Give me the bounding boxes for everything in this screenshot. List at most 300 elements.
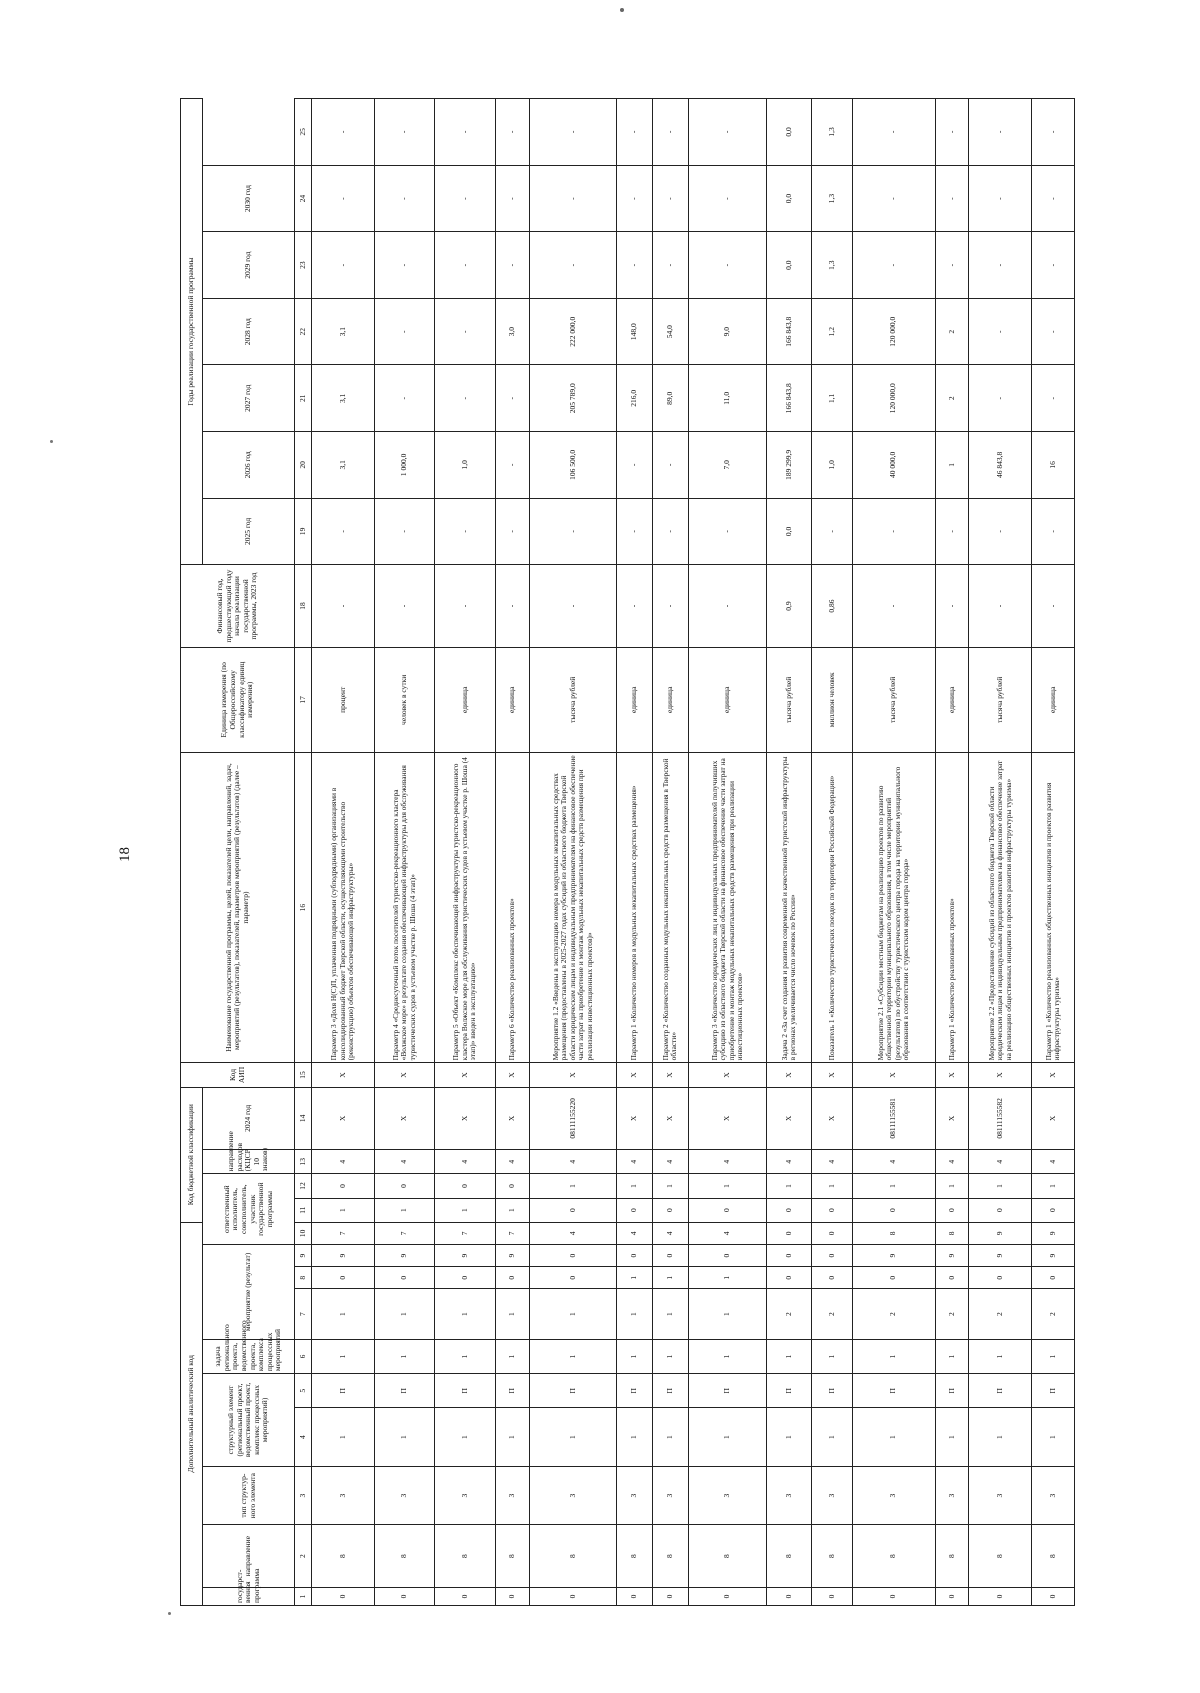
year-value-cell: 120 000,0 [852, 298, 935, 365]
year-value-cell: - [495, 99, 529, 166]
code-cell: 1 [529, 1339, 617, 1373]
code-cell: 1 [529, 1408, 617, 1466]
header-name: Наименование государственной программы, целей, показателей цели, направлений, задач, мероприятий (результатов), показателей, параметров мероприятий (результатов) (далее – параметр) [181, 752, 295, 1063]
code-cell: 0 [812, 1245, 852, 1267]
code-cell: X [374, 1087, 435, 1150]
code-cell: 3 [1032, 1466, 1075, 1524]
header-additional-code: Дополнительный аналитический код [181, 1222, 203, 1605]
code-cell: 0 [529, 1267, 617, 1289]
code-cell: 4 [767, 1150, 812, 1174]
header-element-type: тип структур-ного элемента [203, 1466, 295, 1524]
code-cell: 1 [767, 1339, 812, 1373]
code-cell: 4 [312, 1150, 375, 1174]
year-value-cell: - [852, 498, 935, 565]
header-year-2029: 2029 год [203, 232, 295, 299]
year-value-cell: 166 843,8 [767, 365, 812, 432]
year-value-cell: 120 000,0 [852, 365, 935, 432]
code-cell: 9 [935, 1245, 969, 1267]
code-cell: 8 [935, 1525, 969, 1588]
code-cell: 1 [312, 1408, 375, 1466]
code-cell: П [529, 1374, 617, 1408]
year-value-cell: 54,0 [653, 298, 689, 365]
code-cell: X [653, 1063, 689, 1087]
base-year-cell: - [852, 565, 935, 648]
unit-cell: процент [312, 647, 375, 752]
code-cell: 3 [653, 1466, 689, 1524]
code-cell: 0 [969, 1198, 1032, 1222]
year-value-cell: - [312, 99, 375, 166]
code-cell: 1 [1032, 1174, 1075, 1198]
year-value-cell: - [688, 165, 767, 232]
table-row [812, 99, 852, 1606]
header-unit: Единица измерения (по Общероссийскому классификатору единиц измерения) [181, 647, 295, 752]
code-cell: 3 [935, 1466, 969, 1524]
code-cell: 0 [495, 1174, 529, 1198]
name-cell: Параметр 1 «Количество реализованных проектов» [935, 752, 969, 1063]
header-expense-direction: направление расходов (КЦСР 10 знаков) [203, 1150, 295, 1174]
code-cell: 0 [529, 1587, 617, 1605]
name-cell: Мероприятие 2.1 «Субсидии местным бюджетам на реализацию проектов по развитию общественной территории муниципального образования, в том числе мероприятий (результатов) по обустройству туристического центра города на территории муниципального образования в соответствии с туристским кодом центра города» [852, 752, 935, 1063]
code-cell: 0 [688, 1245, 767, 1267]
code-cell: 0 [435, 1174, 496, 1198]
year-value-cell: - [1032, 99, 1075, 166]
year-value-cell: - [1032, 232, 1075, 299]
column-number: 20 [295, 432, 312, 499]
code-cell: 1 [1032, 1339, 1075, 1373]
code-cell: 3 [374, 1466, 435, 1524]
unit-cell: единица [935, 647, 969, 752]
column-number: 5 [295, 1374, 312, 1408]
scan-speck [50, 440, 53, 443]
code-cell: 1 [312, 1289, 375, 1339]
header-year-2026: 2026 год [203, 432, 295, 499]
unit-cell: единица [617, 647, 653, 752]
code-cell: 0 [767, 1222, 812, 1244]
year-value-cell: 16 [1032, 432, 1075, 499]
code-cell: X [1032, 1063, 1075, 1087]
code-cell: 7 [495, 1222, 529, 1244]
year-value-cell: - [653, 99, 689, 166]
code-cell: 8 [374, 1525, 435, 1588]
code-cell: X [688, 1063, 767, 1087]
year-value-cell: - [1032, 165, 1075, 232]
code-cell: 0 [935, 1267, 969, 1289]
year-value-cell: - [312, 498, 375, 565]
unit-cell: единица [653, 647, 689, 752]
code-cell: 1 [435, 1289, 496, 1339]
year-value-cell: - [1032, 298, 1075, 365]
header-year-2025: 2025 год [203, 498, 295, 565]
code-cell: 0 [435, 1267, 496, 1289]
table-row [935, 99, 969, 1606]
header-year-2027: 2027 год [203, 365, 295, 432]
name-cell: Параметр 1 «Количество номеров в модульных некапитальных средствах размещения» [617, 752, 653, 1063]
code-cell: 1 [495, 1289, 529, 1339]
code-cell: 3 [529, 1466, 617, 1524]
year-value-cell: 0,0 [767, 99, 812, 166]
code-cell: 4 [688, 1150, 767, 1174]
code-cell: 1 [767, 1174, 812, 1198]
year-value-cell: - [969, 232, 1032, 299]
code-cell: 4 [969, 1150, 1032, 1174]
code-cell: X [617, 1063, 653, 1087]
program-table [180, 98, 1075, 1606]
column-number: 22 [295, 298, 312, 365]
code-cell: X [374, 1063, 435, 1087]
year-value-cell: - [435, 365, 496, 432]
code-cell: 3 [767, 1466, 812, 1524]
code-cell: 0 [374, 1587, 435, 1605]
code-cell: 0 [374, 1267, 435, 1289]
unit-cell: единица [1032, 647, 1075, 752]
year-value-cell: - [529, 99, 617, 166]
code-cell: 0 [688, 1587, 767, 1605]
code-cell: 0 [688, 1198, 767, 1222]
code-cell: 0 [767, 1587, 812, 1605]
code-cell: 1 [374, 1198, 435, 1222]
base-year-cell: 0,9 [767, 565, 812, 648]
code-cell: X [495, 1087, 529, 1150]
header-task: задача регионального проекта, ведомственного проекта, комплекса процессных мероприятий [203, 1339, 295, 1373]
header-executor: ответственный исполнитель, соисполнитель, участник государственной программы [203, 1174, 295, 1245]
year-value-cell: - [374, 298, 435, 365]
year-value-cell: - [969, 365, 1032, 432]
column-number: 24 [295, 165, 312, 232]
year-value-cell: 222 000,0 [529, 298, 617, 365]
code-cell: П [495, 1374, 529, 1408]
name-cell: Параметр 2 «Количество созданных модульных некапитальных средств размещения в Тверской области» [653, 752, 689, 1063]
code-cell: 9 [1032, 1245, 1075, 1267]
code-cell: 1 [969, 1408, 1032, 1466]
year-value-cell: - [653, 165, 689, 232]
year-value-cell: 0,0 [767, 498, 812, 565]
code-cell: 1 [312, 1339, 375, 1373]
year-value-cell: 166 843,8 [767, 298, 812, 365]
code-cell: 0 [617, 1245, 653, 1267]
unit-cell: человек в сутки [374, 647, 435, 752]
year-value-cell: 11,0 [688, 365, 767, 432]
code-cell: 1 [617, 1289, 653, 1339]
header-year-2028: 2028 год [203, 298, 295, 365]
code-cell: 1 [935, 1174, 969, 1198]
unit-cell: тысяча рублей [969, 647, 1032, 752]
code-cell: 9 [1032, 1222, 1075, 1244]
year-value-cell: - [374, 498, 435, 565]
code-cell: X [435, 1087, 496, 1150]
year-value-cell: - [969, 165, 1032, 232]
name-cell: Параметр 3 «Количество юридических лиц и индивидуальных предпринимателей получивших субсидию из областного бюджета Тверской области на финансовое обеспечение части затрат на приобретение и монтаж модульных некапитальных средств размещения при реализации инвестиционных проектов» [688, 752, 767, 1063]
base-year-cell: - [617, 565, 653, 648]
code-cell: 1 [312, 1198, 375, 1222]
code-cell: 1 [495, 1339, 529, 1373]
year-value-cell: - [495, 232, 529, 299]
table-row [312, 99, 375, 1606]
table-row [374, 99, 435, 1606]
header-measure: мероприятие (результат) [203, 1245, 295, 1340]
year-value-cell: - [312, 165, 375, 232]
code-cell: 8 [653, 1525, 689, 1588]
code-cell: 8 [435, 1525, 496, 1588]
code-cell: 1 [688, 1289, 767, 1339]
code-cell: 8 [688, 1525, 767, 1588]
code-cell: 9 [969, 1222, 1032, 1244]
column-number: 8 [295, 1267, 312, 1289]
base-year-cell: - [653, 565, 689, 648]
code-cell: 0 [969, 1587, 1032, 1605]
name-cell: Параметр 6 «Количество реализованных проектов» [495, 752, 529, 1063]
code-cell: 1 [374, 1408, 435, 1466]
year-value-cell: 89,0 [653, 365, 689, 432]
code-cell: 1 [688, 1174, 767, 1198]
code-cell: 0 [495, 1267, 529, 1289]
code-cell: 4 [1032, 1150, 1075, 1174]
code-cell: 0 [312, 1267, 375, 1289]
name-cell: Задача 2 «За счет создания и развития современной и качественной туристской инфраструктуры в регионах увеличивается число ночевок по России» [767, 752, 812, 1063]
column-number: 16 [295, 752, 312, 1063]
year-value-cell: 0,0 [767, 232, 812, 299]
column-number: 17 [295, 647, 312, 752]
unit-cell: тысяча рублей [852, 647, 935, 752]
code-cell: 0 [529, 1198, 617, 1222]
code-cell: 2 [852, 1289, 935, 1339]
code-cell: 2 [935, 1289, 969, 1339]
table-row [1032, 99, 1075, 1606]
code-cell: 1 [688, 1267, 767, 1289]
table-row [495, 99, 529, 1606]
base-year-cell: - [435, 565, 496, 648]
table-row [529, 99, 617, 1606]
code-cell: X [435, 1063, 496, 1087]
table-row [653, 99, 689, 1606]
code-cell: 0 [812, 1267, 852, 1289]
header-aip-code: Код АИП [181, 1063, 295, 1087]
year-value-cell: 1,3 [812, 165, 852, 232]
code-cell: П [1032, 1374, 1075, 1408]
unit-cell: миллион человек [812, 647, 852, 752]
code-cell: 0 [935, 1587, 969, 1605]
code-cell: 9 [435, 1245, 496, 1267]
year-value-cell: - [374, 165, 435, 232]
base-year-cell: - [529, 565, 617, 648]
base-year-cell: 0,86 [812, 565, 852, 648]
code-cell: 0 [767, 1245, 812, 1267]
year-value-cell: 1,3 [812, 232, 852, 299]
code-cell: 4 [653, 1222, 689, 1244]
year-value-cell: - [435, 165, 496, 232]
header-budget-code: Код бюджетной классификации [181, 1087, 203, 1222]
code-cell: 3 [495, 1466, 529, 1524]
year-value-cell: - [374, 99, 435, 166]
year-value-cell: 106 500,0 [529, 432, 617, 499]
year-value-cell: - [935, 232, 969, 299]
code-cell: 3 [969, 1466, 1032, 1524]
code-cell: 1 [529, 1174, 617, 1198]
code-cell: X [653, 1087, 689, 1150]
year-value-cell: 2 [935, 365, 969, 432]
code-cell: 1 [495, 1198, 529, 1222]
code-cell: 8 [812, 1525, 852, 1588]
year-value-cell: - [312, 232, 375, 299]
year-value-cell: - [435, 498, 496, 565]
year-value-cell: - [617, 165, 653, 232]
code-cell: 0 [529, 1245, 617, 1267]
year-value-cell: 46 843,8 [969, 432, 1032, 499]
code-cell: 8 [312, 1525, 375, 1588]
code-cell: 1 [935, 1408, 969, 1466]
header-year-2030: 2030 год [203, 165, 295, 232]
code-cell: X [935, 1087, 969, 1150]
code-cell: 8 [495, 1525, 529, 1588]
code-cell: 3 [852, 1466, 935, 1524]
table-row [435, 99, 496, 1606]
year-value-cell: - [688, 99, 767, 166]
code-cell: 2 [969, 1289, 1032, 1339]
code-cell: 4 [374, 1150, 435, 1174]
unit-cell: единица [435, 647, 496, 752]
code-cell: П [935, 1374, 969, 1408]
code-cell: 8 [969, 1525, 1032, 1588]
code-cell: 1 [617, 1267, 653, 1289]
code-cell: 3 [812, 1466, 852, 1524]
code-cell: 1 [852, 1408, 935, 1466]
code-cell: 08111155582 [969, 1087, 1032, 1150]
code-cell: X [812, 1087, 852, 1150]
code-cell: П [688, 1374, 767, 1408]
year-value-cell: - [935, 99, 969, 166]
code-cell: 1 [435, 1339, 496, 1373]
code-cell: 9 [495, 1245, 529, 1267]
base-year-cell: - [495, 565, 529, 648]
header-direction: направление [203, 1525, 295, 1588]
base-year-cell: - [969, 565, 1032, 648]
name-cell: Параметр 5 «Объект «Комплекс обеспечивающей инфраструктуры туристско-рекреационного кластера Волжское море для обслуживания туристических судов в устьевом участке р. Шоша (4 этап)» введен в эксплуатацию» [435, 752, 496, 1063]
code-cell: 1 [653, 1267, 689, 1289]
code-cell: 0 [852, 1267, 935, 1289]
code-cell: 1 [653, 1289, 689, 1339]
code-cell: П [969, 1374, 1032, 1408]
column-number: 14 [295, 1087, 312, 1150]
code-cell: 1 [653, 1339, 689, 1373]
column-number: 6 [295, 1339, 312, 1373]
year-value-cell: 148,0 [617, 298, 653, 365]
year-value-cell: - [617, 432, 653, 499]
year-value-cell: - [969, 498, 1032, 565]
code-cell: 1 [969, 1339, 1032, 1373]
code-cell: 1 [617, 1408, 653, 1466]
name-cell: Параметр 1 «Количество реализованных общественных инициатив и проектов развития инфраструктуры туризма» [1032, 752, 1075, 1063]
year-value-cell: - [852, 165, 935, 232]
code-cell: 1 [767, 1408, 812, 1466]
code-cell: П [312, 1374, 375, 1408]
header-year-2024: 2024 год [203, 1087, 295, 1150]
code-cell: 08111155220 [529, 1087, 617, 1150]
code-cell: 8 [617, 1525, 653, 1588]
column-number: 15 [295, 1063, 312, 1087]
code-cell: П [617, 1374, 653, 1408]
year-value-cell: 1 [935, 432, 969, 499]
year-value-cell: 7,0 [688, 432, 767, 499]
unit-cell: тысяча рублей [767, 647, 812, 752]
year-value-cell: - [935, 498, 969, 565]
code-cell: X [495, 1063, 529, 1087]
scan-speck [620, 8, 624, 12]
year-value-cell: - [935, 165, 969, 232]
code-cell: X [812, 1063, 852, 1087]
code-cell: X [935, 1063, 969, 1087]
year-value-cell: 216,0 [617, 365, 653, 432]
table-frame [180, 98, 1075, 1606]
code-cell: П [767, 1374, 812, 1408]
year-value-cell: - [653, 232, 689, 299]
code-cell: 4 [617, 1222, 653, 1244]
code-cell: 8 [529, 1525, 617, 1588]
code-cell: X [767, 1063, 812, 1087]
code-cell: 1 [688, 1408, 767, 1466]
code-cell: X [617, 1087, 653, 1150]
code-cell: X [312, 1087, 375, 1150]
code-cell: 8 [852, 1525, 935, 1588]
code-cell: 2 [767, 1289, 812, 1339]
code-cell: 4 [653, 1150, 689, 1174]
base-year-cell: - [374, 565, 435, 648]
year-value-cell: 205 789,0 [529, 365, 617, 432]
code-cell: П [374, 1374, 435, 1408]
code-cell: 0 [653, 1245, 689, 1267]
code-cell: 1 [812, 1339, 852, 1373]
year-value-cell: 40 000,0 [852, 432, 935, 499]
code-cell: X [767, 1087, 812, 1150]
code-cell: 7 [435, 1222, 496, 1244]
year-value-cell: - [852, 232, 935, 299]
year-value-cell: 3,1 [312, 432, 375, 499]
header-years-title: Годы реализации государственной программы [181, 99, 203, 565]
code-cell: 0 [653, 1198, 689, 1222]
year-value-cell: - [653, 498, 689, 565]
code-cell: 0 [1032, 1198, 1075, 1222]
unit-cell: единица [688, 647, 767, 752]
table-body [312, 99, 1075, 1606]
code-cell: 0 [617, 1587, 653, 1605]
code-cell: 8 [935, 1222, 969, 1244]
year-value-cell: - [495, 432, 529, 499]
header-base-year: Финансовый год, предшествующий году начала реализации государственной программы, 2023 год [181, 565, 295, 648]
code-cell: 0 [617, 1198, 653, 1222]
code-cell: 1 [653, 1408, 689, 1466]
table-row [852, 99, 935, 1606]
code-cell: 0 [312, 1587, 375, 1605]
year-value-cell: - [653, 432, 689, 499]
code-cell: X [852, 1063, 935, 1087]
code-cell: 4 [812, 1150, 852, 1174]
table-row [969, 99, 1032, 1606]
code-cell: 4 [529, 1150, 617, 1174]
unit-cell: единица [495, 647, 529, 752]
code-cell: 0 [852, 1587, 935, 1605]
code-cell: 0 [812, 1198, 852, 1222]
code-cell: 7 [374, 1222, 435, 1244]
code-cell: 0 [767, 1198, 812, 1222]
year-value-cell: - [529, 498, 617, 565]
year-value-cell: 2 [935, 298, 969, 365]
name-cell: Мероприятие 2.2 «Предоставление субсидий из областного бюджета Тверской области юридическим лицам и индивидуальным предпринимателям на финансовое обеспечение затрат на реализацию общественных инициатив и проектов развития инфраструктуры туризма» [969, 752, 1032, 1063]
year-value-cell: - [374, 365, 435, 432]
code-cell: 0 [312, 1174, 375, 1198]
year-value-cell: 0,0 [767, 165, 812, 232]
code-cell: X [312, 1063, 375, 1087]
column-number: 19 [295, 498, 312, 565]
year-value-cell: 1 000,0 [374, 432, 435, 499]
code-cell: 1 [812, 1408, 852, 1466]
